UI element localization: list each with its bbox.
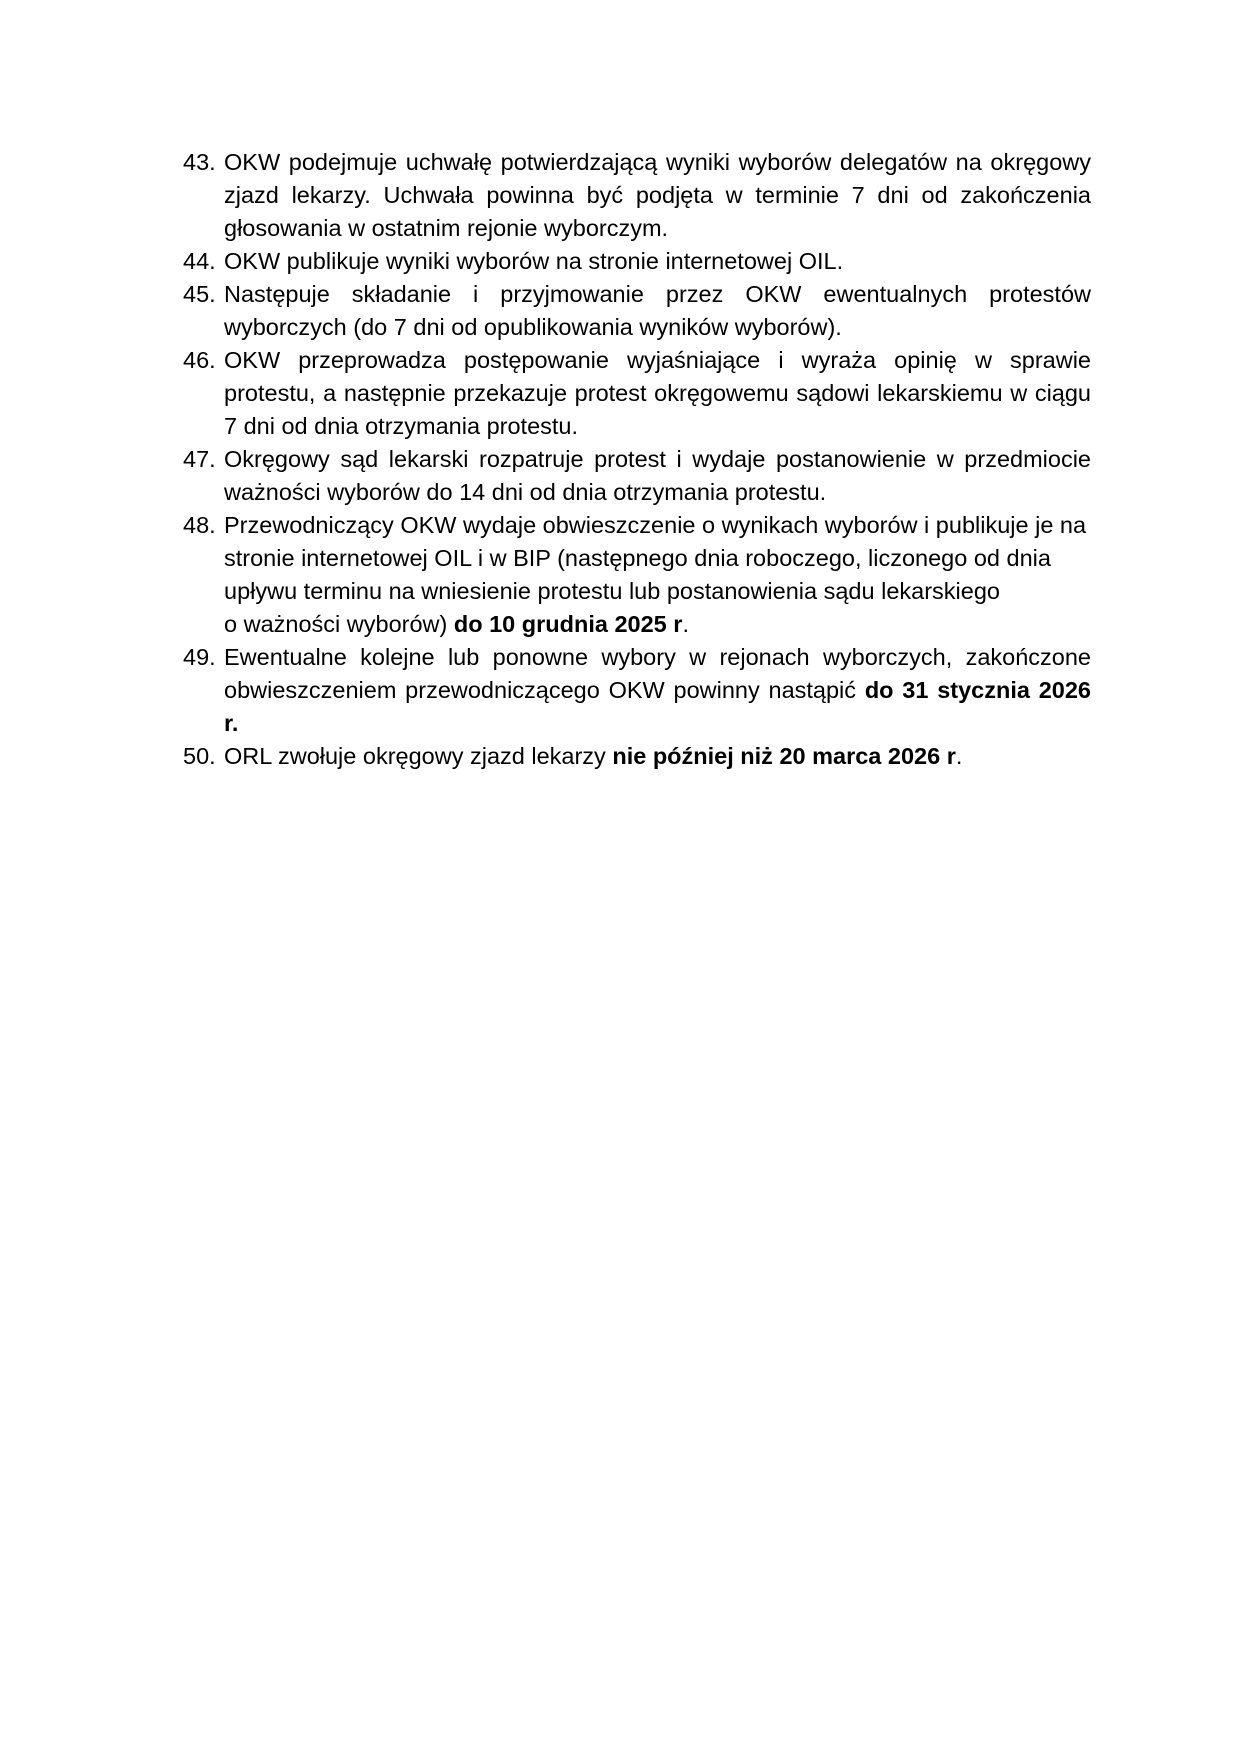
item-number: 48.	[183, 512, 216, 538]
item-number: 49.	[183, 644, 216, 670]
list-item-50	[183, 740, 1091, 773]
item-text	[224, 740, 1091, 773]
item-text-main: Przewodniczący OKW wydaje obwieszczenie o wynikach wyborów i publikuje je na stronie internetowej OIL i w BIP (następnego dnia roboczego, liczonego od dnia upływu terminu na wniesienie protestu lub postanowienia sądu lekarskiego	[224, 512, 1087, 604]
list-item-43	[183, 146, 1091, 245]
list-item-46	[183, 344, 1091, 443]
deadline-date: do 31 stycznia 2026 r.	[224, 677, 1091, 736]
item-number: 43.	[183, 149, 216, 175]
item-number: 47.	[183, 446, 216, 472]
item-text-tail-line	[224, 608, 1091, 641]
item-number: 44.	[183, 248, 216, 274]
list-item-47	[183, 443, 1091, 509]
item-text: OKW przeprowadza postępowanie wyjaśniające i wyraża opinię w sprawie protestu, a następnie przekazuje protest okręgowemu sądowi lekarskiemu w ciągu 7 dni od dnia otrzymania protestu.	[224, 347, 1091, 439]
deadline-date: do 10 grudnia 2025 r	[453, 611, 683, 637]
item-end: .	[955, 743, 963, 769]
item-number: 50.	[183, 743, 216, 769]
item-text: Okręgowy sąd lekarski rozpatruje protest i wydaje postanowienie w przedmiocie ważności wyborów do 14 dni od dnia otrzymania protestu.	[224, 446, 1091, 505]
item-text	[224, 641, 1091, 740]
list-item-48	[183, 509, 1091, 641]
item-text-main: Ewentualne kolejne lub ponowne wybory w rejonach wyborczych, zakończone obwieszczeniem przewodniczącego OKW powinny nastąpić	[224, 644, 1091, 703]
item-number: 45.	[183, 281, 216, 307]
item-text: OKW podejmuje uchwałę potwierdzającą wyniki wyborów delegatów na okręgowy zjazd lekarzy. Uchwała powinna być podjęta w terminie 7 dni od zakończenia głosowania w ostatnim rejonie wyborczym.	[224, 149, 1091, 241]
item-text-tail: o ważności wyborów)	[224, 611, 448, 637]
deadline-date: nie później niż 20 marca 2026 r	[612, 743, 956, 769]
item-text-main: ORL zwołuje okręgowy zjazd lekarzy	[224, 743, 606, 769]
list-item-45	[183, 278, 1091, 344]
item-text	[224, 509, 1091, 641]
item-end: .	[682, 611, 689, 637]
item-text: Następuje składanie i przyjmowanie przez OKW ewentualnych protestów wyborczych (do 7 dni od opublikowania wyników wyborów).	[224, 281, 1091, 340]
item-number: 46.	[183, 347, 216, 373]
list-item-44	[183, 245, 1091, 278]
numbered-list	[183, 146, 1091, 773]
list-item-49	[183, 641, 1091, 740]
item-text: OKW publikuje wyniki wyborów na stronie internetowej OIL.	[224, 248, 844, 274]
